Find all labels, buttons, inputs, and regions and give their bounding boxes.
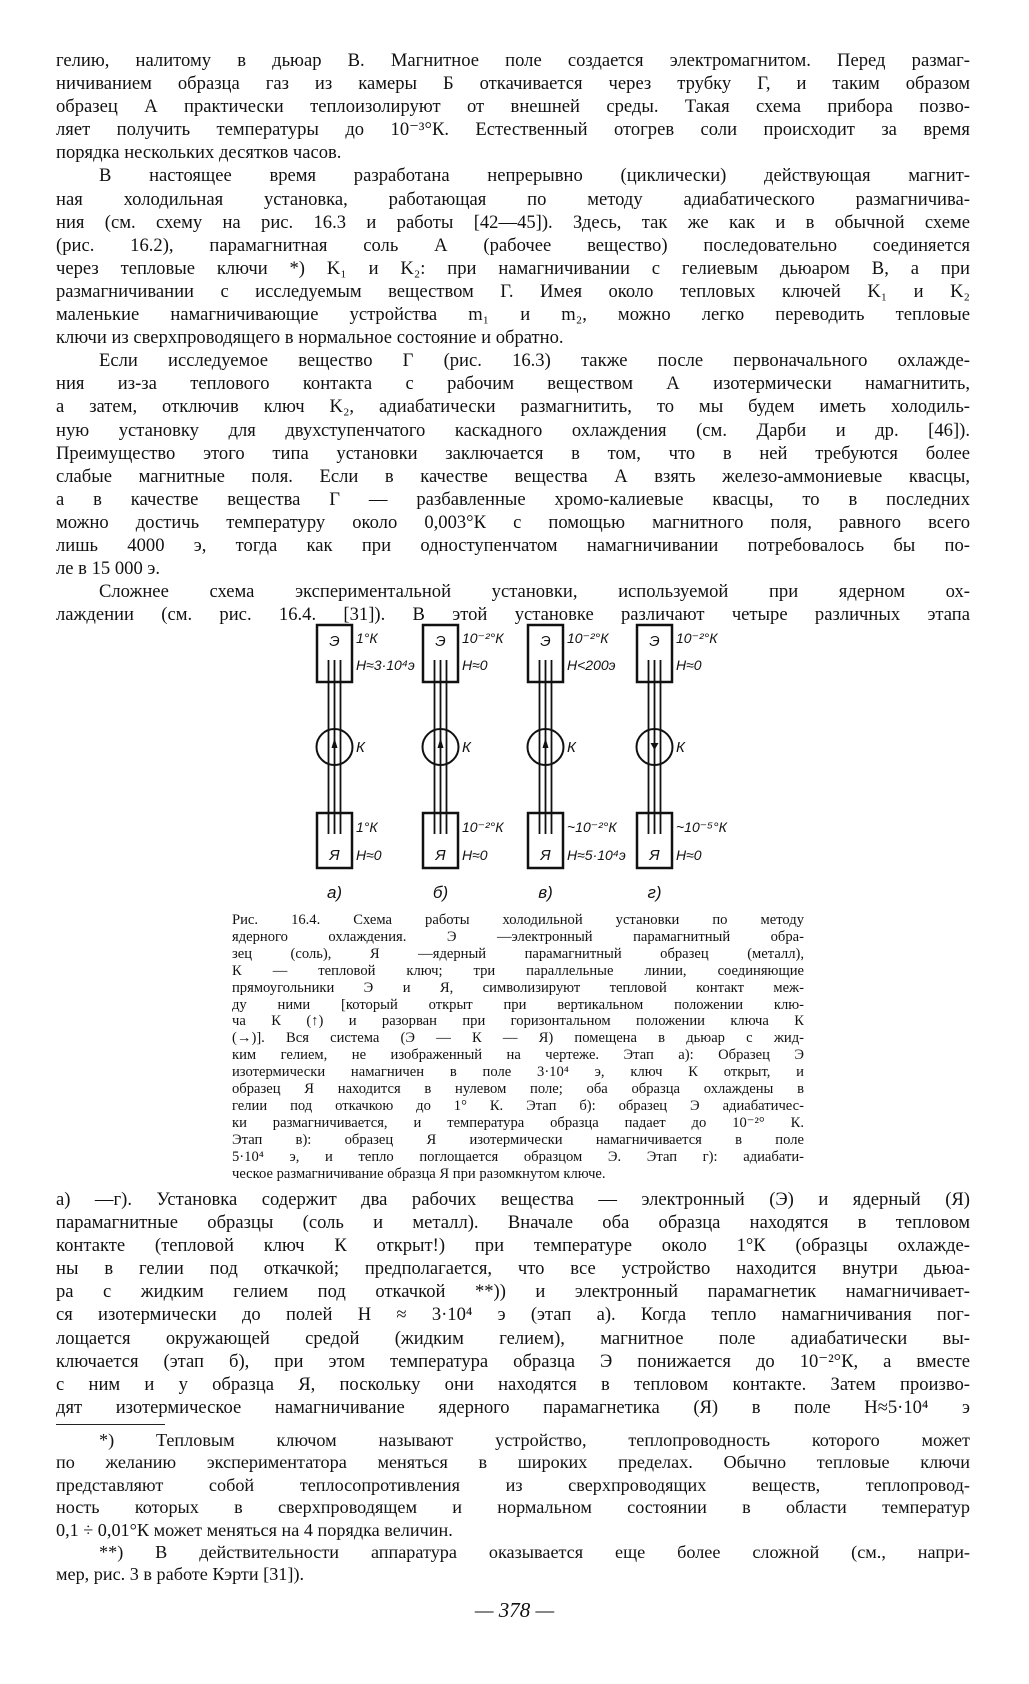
paragraph <box>56 1429 970 1541</box>
text-line: 5·10⁴ э, и тепло поглощается образцом Э. Этап г): адиабати- <box>232 1148 804 1165</box>
box-label-E: Э <box>435 633 446 650</box>
text-line: ную установку для двухступенчатого каскадного охлаждения (см. Дарби и др. [46]). <box>56 419 970 441</box>
text-line: порядка нескольких десятков часов. <box>56 142 342 164</box>
text-line: образец Я находится в нулевом поле; оба образца охлаждены в <box>232 1081 804 1098</box>
text-line: ческое размагничивание образца Я при разомкнутом ключе. <box>232 1165 606 1182</box>
text-line: зец (соль), Я —ядерный парамагнитный образец (металл), <box>232 945 804 962</box>
bottom-field: H≈5·10⁴э <box>567 847 626 863</box>
bottom-temperature: 1°К <box>356 819 378 835</box>
paragraph <box>56 349 970 580</box>
text-line: с ним и у образца Я, поскольку они находятся в тепловом контакте. Затем произво- <box>56 1373 970 1395</box>
paragraph <box>56 49 970 164</box>
paragraph <box>56 164 970 349</box>
text-line: мер, рис. 3 в работе Кэрти [31]). <box>56 1564 305 1585</box>
text-line: по желанию экспериментатора меняться в широких пределах. Обычно тепловые ключи <box>56 1452 970 1473</box>
bottom-temperature: ~10⁻²°К <box>567 819 617 835</box>
box-label-Ya: Я <box>329 847 340 864</box>
text-line: ле в 15 000 э. <box>56 558 161 580</box>
text-line: ния (см. схему на рис. 16.3 и работы [42—45]). Здесь, так же как и в обычной схеме <box>56 211 970 233</box>
figure-16-4 <box>270 610 750 910</box>
text-line: лишь 4000 э, тогда как при одноступенчатом намагничивании потребовалось бы по- <box>56 534 970 556</box>
text-line: прямоугольники Э и Я, символизируют тепловой контакт меж- <box>232 979 804 996</box>
panel-label: г) <box>647 883 662 902</box>
top-field: H≈3·10⁴э <box>356 657 415 673</box>
paragraph <box>56 1541 970 1586</box>
text-line: (→)]. Вся система (Э — К — Я) помещена в дьюар с жид- <box>232 1030 804 1047</box>
text-line: ны в гелии под откачкой; предполагается, что все устройство находится внутри дьюа- <box>56 1258 970 1280</box>
top-temperature: 10⁻²°К <box>567 630 609 646</box>
text-line: ки размагничивается, и температура образца падает до 10⁻²° К. <box>232 1114 804 1131</box>
text-line: слабые магнитные поля. Если в качестве вещества А взять железо-аммониевые квасцы, <box>56 465 970 487</box>
panel-label: а) <box>326 883 343 902</box>
box-label-E: Э <box>649 633 660 650</box>
text-line: ра с жидким гелием под откачкой **)) и электронный парамагнетик намагничивает- <box>56 1281 970 1303</box>
text-line: изотермически намагничен в поле 3·10⁴ э, ключ К открыт, и <box>232 1064 804 1081</box>
text-line: К — тепловой ключ; три параллельные линии, соединяющие <box>232 962 804 979</box>
text-line: ся изотермически до полей H ≈ 3·10⁴ э (этап а). Когда тепло намагничивания пог- <box>56 1304 970 1326</box>
key-label: К <box>676 739 685 756</box>
top-temperature: 1°К <box>356 630 378 646</box>
text-line: а) —г). Установка содержит два рабочих вещества — электронный (Э) и ядерный (Я) <box>56 1189 970 1210</box>
bottom-field: H≈0 <box>356 847 382 863</box>
text-line: представляют собой теплосопротивления из сверхпроводящих веществ, теплопровод- <box>56 1474 970 1495</box>
bottom-temperature: ~10⁻⁵°К <box>676 819 727 835</box>
text-line: В настоящее время разработана непрерывно (циклически) действующая магнит- <box>99 165 970 187</box>
text-line: **) В действительности аппаратура оказывается еще более сложной (см., напри- <box>99 1542 970 1563</box>
arrow-up-icon <box>332 738 338 748</box>
text-line: лощается окружающей средой (жидким гелием), магнитное поле адиабатически вы- <box>56 1327 970 1349</box>
text-line: гелию, налитому в дьюар В. Магнитное поле создается электромагнитом. Перед размаг- <box>56 50 970 71</box>
paragraph <box>56 1188 970 1419</box>
text-line: парамагнитные образцы (соль и металл). Вначале оба образца находятся в тепловом <box>56 1212 970 1234</box>
text-line: размагничивании с исследуемым веществом Г. Имея около тепловых ключей K₁ и K₂ <box>56 280 970 302</box>
key-label: К <box>462 739 471 756</box>
box-label-E: Э <box>540 633 551 650</box>
text-line: ду ними [который открыт при вертикальном положении клю- <box>232 996 804 1013</box>
box-label-Ya: Я <box>435 847 446 864</box>
key-label: К <box>567 739 576 756</box>
page-number: — 378 — <box>474 1598 555 1622</box>
text-line: Преимущество этого типа установки заключается в том, что в ней требуются более <box>56 442 970 464</box>
figure-caption <box>232 912 804 1183</box>
key-label: К <box>356 739 365 756</box>
text-line: Рис. 16.4. Схема работы холодильной установки по методу <box>232 912 804 928</box>
text-line: гелии под откачкою до 1° К. Этап б): образец Э адиабатичес- <box>232 1097 804 1114</box>
arrow-up-icon <box>438 738 444 748</box>
text-line: ядерного охлаждения. Э —электронный парамагнитный обра- <box>232 928 804 945</box>
text-line: ключи из сверхпроводящего в нормальное состояние и обратно. <box>56 327 564 349</box>
text-line: ляет получить температуры до 10⁻³°К. Естественный отогрев соли происходит за время <box>56 119 970 141</box>
text-line: ничиванием образца газ из камеры Б откачивается через трубку Г, и таким образом <box>56 73 970 95</box>
text-line: образец А практически теплоизолируют от внешней среды. Такая схема прибора позво- <box>56 96 970 118</box>
box-label-E: Э <box>329 633 340 650</box>
arrow-up-icon <box>543 738 549 748</box>
text-line: *) Тепловым ключом называют устройство, теплопроводность которого может <box>99 1430 970 1450</box>
text-line: ность которых в сверхпроводящем и нормальном состоянии в области температур <box>56 1497 970 1518</box>
text-line: ким гелием, не изображенный на чертеже. Этап а): Образец Э <box>232 1047 804 1064</box>
top-field: H≈0 <box>462 657 488 673</box>
text-line: а затем, отключив ключ K₂, адиабатически размагнитить, то мы будем иметь холодиль- <box>56 396 970 418</box>
text-line: маленькие намагничивающие устройства m₁ и m₂, можно легко переводить тепловые <box>56 304 970 326</box>
text-line: ная холодильная установка, работающая по методу адиабатического размагничива- <box>56 188 970 210</box>
bottom-field: H≈0 <box>676 847 702 863</box>
body-text-top <box>56 49 970 626</box>
text-line: Этап в): образец Я изотермически намагничивается в поле <box>232 1131 804 1148</box>
bottom-field: H≈0 <box>462 847 488 863</box>
body-text-bottom <box>56 1188 970 1419</box>
box-label-Ya: Я <box>649 847 660 864</box>
text-line: (рис. 16.2), парамагнитная соль А (рабочее вещество) последовательно соединяется <box>56 234 970 256</box>
text-line: Сложнее схема экспериментальной установки, используемой при ядерном ох- <box>99 581 970 603</box>
top-field: H<200э <box>567 657 616 673</box>
top-temperature: 10⁻²°К <box>676 630 718 646</box>
bottom-temperature: 10⁻²°К <box>462 819 504 835</box>
text-line: ключается (этап б), при этом температура образца Э понижается до 10⁻²°К, а вместе <box>56 1350 970 1372</box>
top-field: H≈0 <box>676 657 702 673</box>
box-label-Ya: Я <box>540 847 551 864</box>
text-line: Если исследуемое вещество Г (рис. 16.3) также после первоначального охлажде- <box>99 350 970 372</box>
text-line: можно достичь температуру около 0,003°К с помощью магнитного поля, равного всего <box>56 511 970 533</box>
text-line: ния из-за теплового контакта с рабочим веществом А изотермически намагнитить, <box>56 373 970 395</box>
arrow-switch-icon <box>651 743 659 750</box>
text-line: контакте (тепловой ключ К открыт!) при температуре около 1°К (образцы охлажде- <box>56 1235 970 1257</box>
text-line: ча К (↑) и разорван при горизонтальном положении ключа К <box>232 1013 804 1030</box>
paragraph <box>232 912 804 1183</box>
panel-label: б) <box>432 883 449 902</box>
text-line: через тепловые ключи *) K₁ и K₂: при намагничивании с гелиевым дьюаром В, а при <box>56 257 970 279</box>
text-line: лаждении (см. рис. 16.4. [31]). В этой установке различают четыре различных этапа <box>56 604 970 626</box>
text-line: а в качестве вещества Г — разбавленные хромо-калиевые квасцы, то в последних <box>56 488 970 510</box>
panel-label: в) <box>538 883 553 902</box>
text-line: 0,1 ÷ 0,01°К может меняться на 4 порядка величин. <box>56 1519 453 1540</box>
top-temperature: 10⁻²°К <box>462 630 504 646</box>
text-line: дят изотермическое намагничивание ядерного парамагнетика (Я) в поле H≈5·10⁴ э <box>56 1396 970 1418</box>
footnotes <box>56 1429 970 1586</box>
footnote-rule <box>56 1424 165 1425</box>
